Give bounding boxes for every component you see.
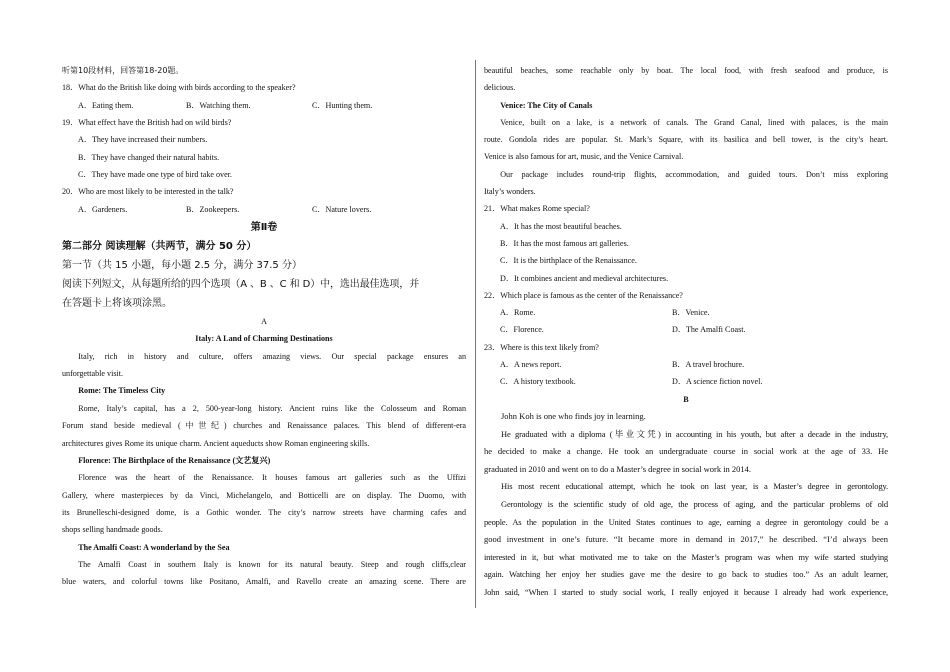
passage-b-paragraph-line: His most recent educational attempt, which he took on last year, is a Master’s degree in gerontology.	[501, 481, 888, 492]
question-18-options	[62, 97, 466, 114]
passage-b-paragraph-line: John said, “When I started to study social work, I really enjoyed it because I already had work experience,	[484, 586, 888, 597]
passage-b-paragraph-line: John Koh is one who finds joy in learning.	[501, 410, 646, 421]
intro-paragraph-line: Italy, rich in history and culture, offers amazing views. Our special package ensures an	[78, 351, 466, 361]
option-c[interactable]: C．Hunting them.	[312, 100, 373, 110]
part-2-title: 第二部分 阅读理解（共两节，满分 50 分）	[62, 241, 257, 253]
passage-a-label: A	[261, 317, 267, 327]
rome-heading: Rome: The Timeless City	[78, 386, 166, 396]
rome-paragraph-line: Forum stand beside medieval (中世纪) churches and Renaissance palaces. This blend of different-era	[62, 421, 466, 431]
option-b[interactable]: B．Venice.	[672, 308, 710, 318]
question-20-options	[62, 201, 466, 218]
question-18-stem: 18．What do the British like doing with birds according to the speaker?	[62, 83, 296, 93]
florence-heading: Florence: The Birthplace of the Renaissance (文艺复兴)	[78, 455, 271, 465]
option-c[interactable]: C．It is the birthplace of the Renaissance.	[500, 256, 637, 266]
option-b[interactable]: B．It has the most famous art galleries.	[500, 238, 629, 248]
amalfi-paragraph-line: beautiful beaches, some reachable only by boat. The local food, with fresh seafood and produce, is	[484, 66, 888, 75]
passage-b-label: B	[683, 394, 689, 404]
left-column	[62, 62, 466, 591]
passage-b-paragraph-line: good investment in one’s future. “It became more in demand in 2017,” he described. “I’d always been	[484, 534, 888, 545]
package-paragraph-line: Our package includes round-trip flights, accommodation, and guided tours. Don’t miss exploring	[500, 169, 888, 179]
passage-b-paragraph-line: he decided to make a change. He took an undergraduate course in social work at the age of 33. He	[484, 446, 888, 457]
question-23-stem: 23．Where is this text likely from?	[484, 342, 599, 352]
question-20-stem: 20．Who are most likely to be interested in the talk?	[62, 187, 234, 197]
column-divider	[475, 60, 476, 608]
question-23-options-row-1	[484, 356, 888, 373]
passage-b-paragraph-line: Gerontology is the scientific study of old age, the process of aging, and the particular problems of old	[501, 498, 888, 509]
rome-paragraph-line: Rome, Italy’s capital, has a 2, 500-year-long history. Ancient ruins like the Colosseum and Roman	[78, 403, 466, 413]
option-c[interactable]: C．They have made one type of bird take over.	[78, 170, 232, 180]
florence-paragraph-line: its Brunelleschi-designed dome, is a Gothic wonder. The city’s narrow streets have charming cafes and	[62, 507, 466, 517]
florence-paragraph-line: shops selling handmade goods.	[62, 525, 163, 535]
option-b[interactable]: B．They have changed their natural habits.	[78, 152, 220, 162]
passage-b-paragraph-line: graduated in 2010 and went on to do a Master’s degree in social work in 2014.	[484, 463, 752, 474]
option-d[interactable]: D．A science fiction novel.	[672, 377, 763, 387]
option-a[interactable]: A．A news report.	[500, 360, 562, 370]
option-a[interactable]: A．They have increased their numbers.	[78, 135, 208, 145]
venice-paragraph-line: route. Gondola rides are popular. St. Mark’s Square, with its basilica and bell tower, is the city’s heart.	[484, 135, 888, 145]
option-b[interactable]: B．A travel brochure.	[672, 360, 745, 370]
passage-b-paragraph-line: He graduated with a diploma (毕业文凭) in accounting in his youth, but after a decade in the industry,	[501, 428, 888, 439]
rome-paragraph-line: architectures gives Rome its unique charm. Ancient aqueducts show Roman engineering skills.	[62, 438, 370, 448]
option-a[interactable]: A．Eating them.	[78, 100, 134, 110]
option-b[interactable]: B．Zookeepers.	[186, 204, 240, 214]
passage-b-paragraph-line: people. As the population in the United States continues to age, earning a degree in gerontology could be a	[484, 516, 888, 527]
venice-heading: Venice: The City of Canals	[500, 100, 593, 110]
package-paragraph-line: Italy’s wonders.	[484, 187, 536, 197]
reading-instruction-line-2: 在答题卡上将该项涂黑。	[62, 298, 172, 310]
venice-paragraph-line: Venice, built on a lake, is a network of canals. The Grand Canal, lined with palaces, is the main	[500, 117, 888, 127]
option-a[interactable]: A．Gardeners.	[78, 204, 128, 214]
option-d[interactable]: D．It combines ancient and medieval architectures.	[500, 273, 669, 283]
reading-instruction-line-1: 阅读下列短文，从每题所给的四个选项（A 、B 、C 和 D）中，选出最佳选项，并	[62, 279, 420, 291]
listening-intro: 听第10段材料，回答第18-20题。	[62, 66, 184, 75]
question-23-options-row-2	[484, 373, 888, 390]
passage-b-paragraph-line: interested in it, but what motivated me to take on the Master’s program was when my wife started studying	[484, 551, 888, 562]
option-a[interactable]: A．Rome.	[500, 308, 536, 318]
question-22-stem: 22．Which place is famous as the center of the Renaissance?	[484, 290, 683, 300]
amalfi-paragraph-line: delicious.	[484, 83, 516, 93]
intro-paragraph-line: unforgettable visit.	[62, 369, 123, 379]
option-d[interactable]: D．The Amalfi Coast.	[672, 325, 746, 335]
option-a[interactable]: A．It has the most beautiful beaches.	[500, 221, 622, 231]
section-1-title: 第一节（共 15 小题，每小题 2.5 分，满分 37.5 分）	[62, 260, 302, 272]
right-column	[484, 62, 888, 601]
florence-paragraph-line: Florence was the heart of the Renaissance. It houses famous art galleries such as the Uffizi	[78, 473, 466, 483]
venice-paragraph-line: Venice is also famous for art, music, and the Venice Carnival.	[484, 152, 684, 162]
option-c[interactable]: C．Nature lovers.	[312, 204, 372, 214]
option-b[interactable]: B．Watching them.	[186, 100, 251, 110]
amalfi-heading: The Amalfi Coast: A wonderland by the Sea	[78, 542, 230, 552]
question-22-options-row-1	[484, 304, 888, 321]
amalfi-paragraph-line: blue waters, and colorful towns like Positano, Amalfi, and Ravello create an amazing scene. There are	[62, 577, 466, 587]
question-21-stem: 21．What makes Rome special?	[484, 204, 590, 214]
option-c[interactable]: C．A history textbook.	[500, 377, 576, 387]
option-c[interactable]: C．Florence.	[500, 325, 544, 335]
passage-a-title: Italy: A Land of Charming Destinations	[195, 334, 333, 344]
question-22-options-row-2	[484, 321, 888, 338]
question-19-stem: 19．What effect have the British had on wild birds?	[62, 118, 232, 128]
volume-title: 第Ⅱ卷	[250, 222, 278, 234]
passage-b-paragraph-line: again. Watching her enjoy her studies gave me the desire to go back to studies too.” As an adult learner,	[484, 569, 888, 580]
florence-paragraph-line: Gallery, where masterpieces by da Vinci, Michelangelo, and Botticelli are on display. The Duomo, with	[62, 490, 466, 500]
amalfi-paragraph-line: The Amalfi Coast in southern Italy is known for its natural beauty. Steep and rough cliffs,clear	[78, 559, 466, 569]
